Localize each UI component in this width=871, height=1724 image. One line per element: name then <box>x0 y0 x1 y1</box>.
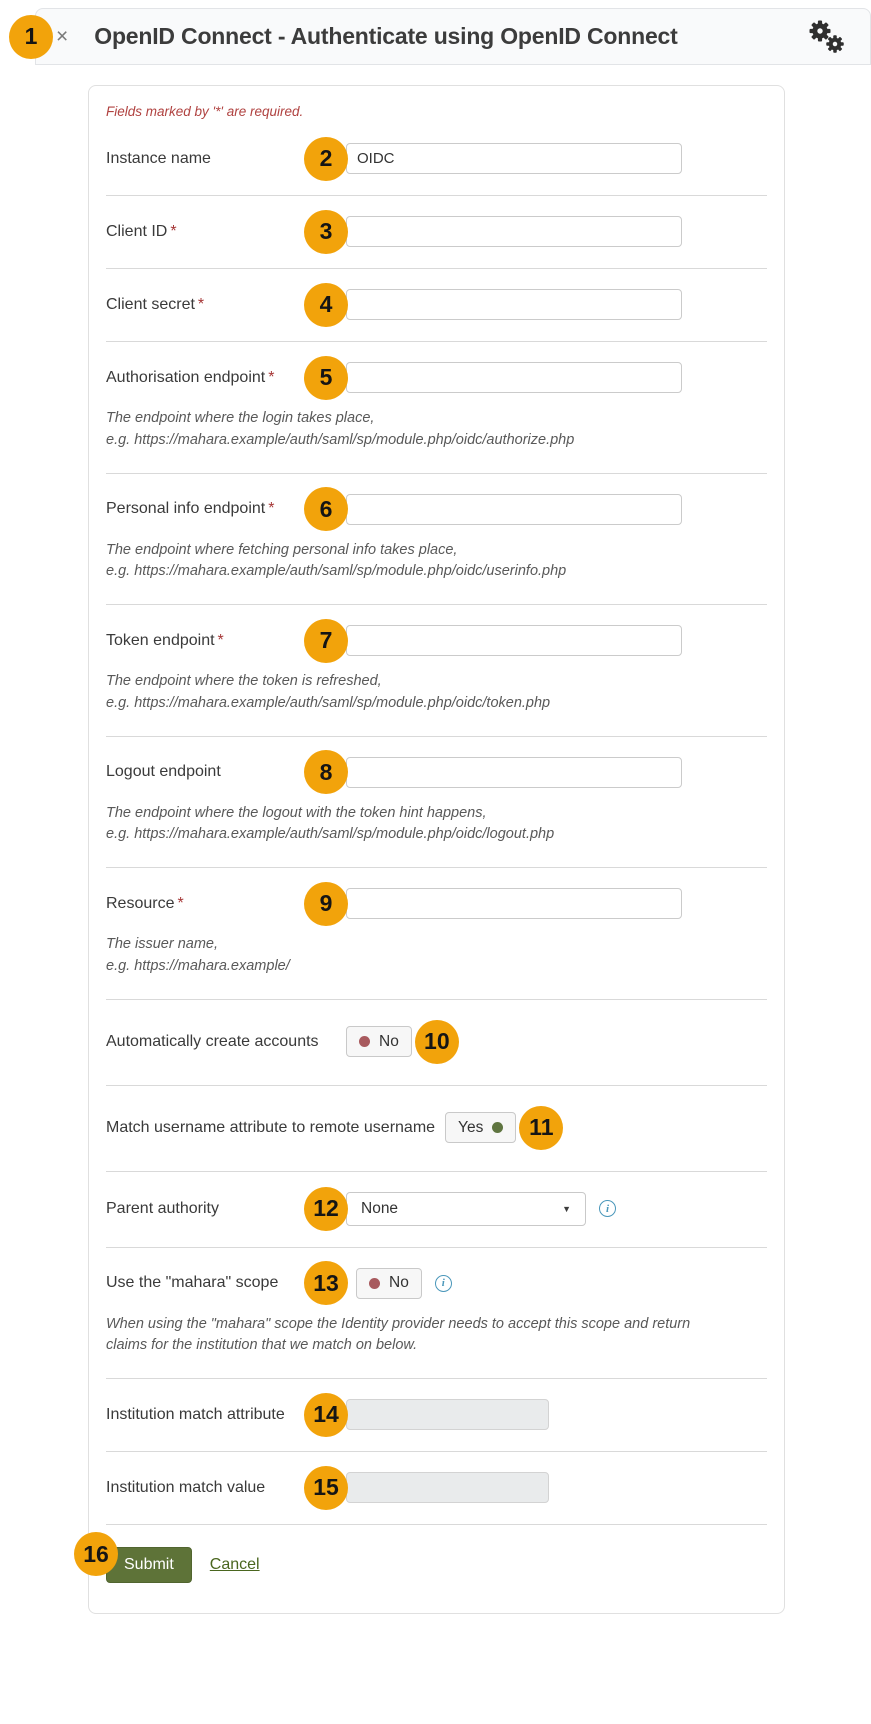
oidc-config-form <box>83 85 785 1614</box>
mahara-scope-toggle[interactable] <box>356 1268 422 1299</box>
token-endpoint-help: The endpoint where the token is refreshed, e.g. https://mahara.example/auth/saml/sp/module.php/oidc/token.php <box>106 673 551 711</box>
resource-label: Resource * <box>106 894 184 912</box>
instance-name-input[interactable] <box>346 143 682 174</box>
toggle-off-dot-icon <box>369 1278 380 1289</box>
close-icon[interactable]: × <box>56 25 69 48</box>
cancel-link[interactable]: Cancel <box>209 1556 260 1573</box>
info-icon[interactable]: i <box>599 1200 616 1217</box>
personal-info-endpoint-label: Personal info endpoint * <box>106 500 275 517</box>
field-row-token-endpoint <box>106 604 767 736</box>
annotation-badge-12: 12 <box>304 1187 348 1231</box>
annotation-badge-13: 13 <box>304 1261 348 1305</box>
match-username-toggle[interactable] <box>445 1112 516 1143</box>
institution-match-value-label: Institution match value <box>106 1478 266 1496</box>
required-marker: * <box>268 368 275 386</box>
annotation-badge-10: 10 <box>415 1020 459 1064</box>
field-row-client-secret <box>106 268 767 341</box>
resource-help: The issuer name, e.g. https://mahara.example/ <box>106 936 290 974</box>
required-marker: * <box>170 222 177 240</box>
logout-endpoint-label: Logout endpoint <box>106 763 221 780</box>
logout-endpoint-input[interactable] <box>346 757 682 788</box>
personal-info-endpoint-input[interactable] <box>346 494 682 525</box>
field-row-institution-match-attribute <box>106 1378 767 1451</box>
info-icon[interactable]: i <box>435 1275 452 1292</box>
token-endpoint-input[interactable] <box>346 625 682 656</box>
client-secret-input[interactable] <box>346 289 682 320</box>
institution-match-attribute-input <box>346 1399 549 1430</box>
authorisation-endpoint-input[interactable] <box>346 362 682 393</box>
annotation-badge-4: 4 <box>304 283 348 327</box>
token-endpoint-label: Token endpoint * <box>106 631 224 649</box>
institution-match-attribute-label: Institution match attribute <box>106 1405 285 1423</box>
toggle-state-label: No <box>379 1032 399 1050</box>
match-username-label: Match username attribute to remote username <box>106 1118 436 1136</box>
toggle-state-label: Yes <box>458 1118 484 1136</box>
dialog-header <box>24 8 871 65</box>
logout-endpoint-help: The endpoint where the logout with the token hint happens, e.g. https://mahara.example/auth/saml/sp/module.php/oidc/logout.php <box>106 804 555 843</box>
field-row-logout-endpoint <box>106 736 767 868</box>
annotation-badge-3: 3 <box>304 210 348 254</box>
personal-info-endpoint-help: The endpoint where fetching personal info takes place, e.g. https://mahara.example/auth/saml/sp/module.php/oidc/userinfo.php <box>106 541 567 580</box>
parent-authority-label: Parent authority <box>106 1199 219 1217</box>
mahara-scope-help: When using the "mahara" scope the Identity provider needs to accept this scope and return claims for the institution that we match on below. <box>106 1315 691 1354</box>
annotation-badge-15: 15 <box>304 1466 348 1510</box>
annotation-badge-9: 9 <box>304 882 348 926</box>
annotation-badge-11: 11 <box>519 1106 563 1150</box>
settings-gears-icon[interactable] <box>804 18 848 56</box>
submit-button[interactable]: Submit <box>106 1547 192 1583</box>
toggle-state-label: No <box>389 1274 409 1291</box>
selected-option-label: None <box>361 1199 399 1217</box>
field-row-institution-match-value <box>106 1451 767 1524</box>
authorisation-endpoint-label: Authorisation endpoint * <box>106 368 275 386</box>
annotation-badge-5: 5 <box>304 356 348 400</box>
auto-create-accounts-label: Automatically create accounts <box>106 1032 319 1050</box>
required-marker: * <box>177 894 184 912</box>
field-row-auto-create-accounts <box>106 999 767 1085</box>
chevron-down-icon: ▼ <box>562 1203 571 1214</box>
client-id-input[interactable] <box>346 216 682 247</box>
toggle-on-dot-icon <box>492 1122 503 1133</box>
annotation-badge-2: 2 <box>304 137 348 181</box>
field-row-parent-authority <box>106 1171 767 1247</box>
client-secret-label: Client secret * <box>106 295 205 313</box>
annotation-badge-6: 6 <box>304 487 348 531</box>
form-actions <box>83 1524 767 1583</box>
required-marker: * <box>197 295 205 313</box>
annotation-badge-1: 1 <box>9 15 53 59</box>
annotation-badge-16: 16 <box>74 1532 118 1576</box>
field-row-instance-name <box>106 133 767 195</box>
parent-authority-select[interactable] <box>346 1192 586 1226</box>
mahara-scope-label: Use the "mahara" scope <box>106 1274 279 1291</box>
resource-input[interactable] <box>346 888 682 919</box>
auto-create-accounts-toggle[interactable] <box>346 1026 412 1057</box>
institution-match-value-input <box>346 1472 549 1503</box>
annotation-badge-7: 7 <box>304 619 348 663</box>
toggle-off-dot-icon <box>359 1036 370 1047</box>
client-id-label: Client ID * <box>106 222 177 240</box>
field-row-authorisation-endpoint <box>106 341 767 473</box>
field-row-personal-info-endpoint <box>106 473 767 605</box>
annotation-badge-14: 14 <box>304 1393 348 1437</box>
authorisation-endpoint-help: The endpoint where the login takes place, e.g. https://mahara.example/auth/saml/sp/module.php/oidc/authorize.php <box>106 410 575 448</box>
instance-name-label: Instance name <box>106 149 211 167</box>
field-row-mahara-scope <box>106 1247 767 1379</box>
field-row-resource <box>106 867 767 999</box>
page-title: OpenID Connect - Authenticate using OpenID Connect <box>94 23 678 49</box>
required-fields-note: Fields marked by '*' are required. <box>106 104 304 119</box>
field-row-client-id <box>106 195 767 268</box>
annotation-badge-8: 8 <box>304 750 348 794</box>
field-row-match-username <box>106 1085 767 1171</box>
required-marker: * <box>217 631 224 649</box>
required-marker: * <box>268 500 275 517</box>
